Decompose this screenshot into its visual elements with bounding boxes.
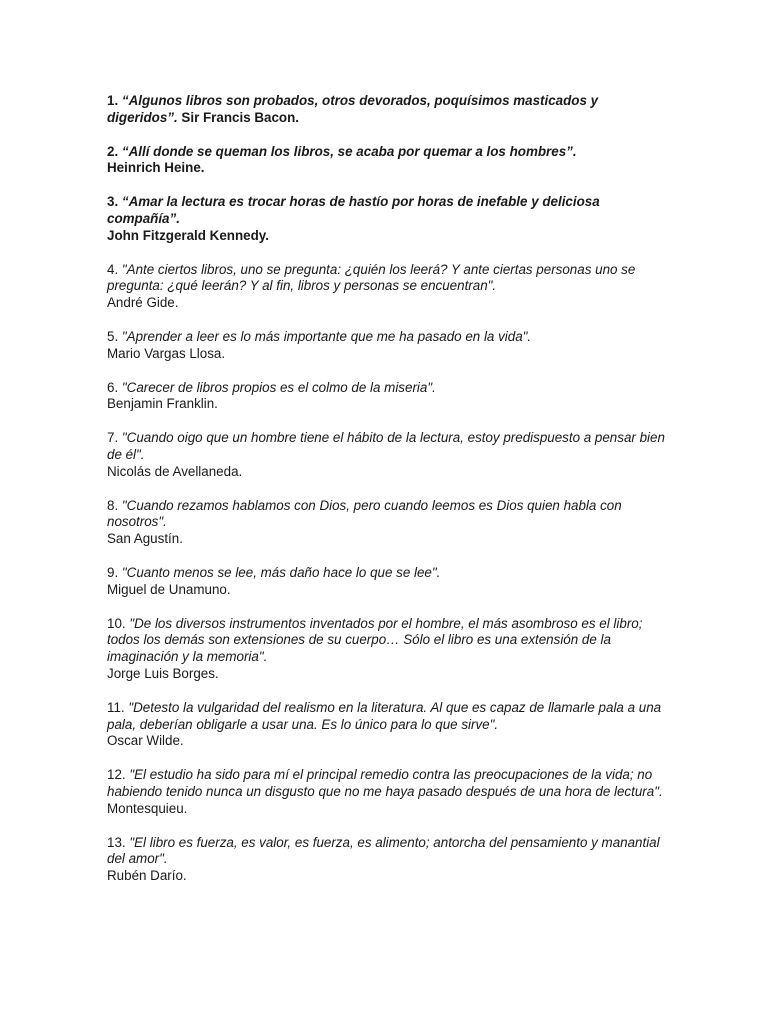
quote-item — [107, 565, 667, 599]
quote-author: Oscar Wilde. — [107, 733, 184, 749]
quote-item — [107, 835, 667, 885]
quote-author: Miguel de Unamuno. — [107, 581, 231, 597]
quote-item — [107, 144, 667, 178]
quote-text: “Algunos libros son probados, otros devorados, poquísimos masticados y digeridos”. — [107, 93, 599, 125]
quote-author: Nicolás de Avellaneda. — [107, 463, 243, 479]
quote-number: 13. — [107, 834, 126, 850]
quote-item — [107, 380, 667, 414]
quote-number: 7. — [107, 430, 119, 446]
quote-number: 10. — [107, 615, 126, 631]
quote-text: "Cuando rezamos hablamos con Dios, pero cuando leemos es Dios quien habla con nosotros". — [107, 497, 622, 530]
quote-text: "De los diversos instrumentos inventados por el hombre, el más asombroso es el libro; todos los demás son extensiones de su cuerpo… Sólo el libro es una extensión de la imaginación y la memoria". — [107, 615, 643, 665]
quote-number: 6. — [107, 379, 119, 395]
quote-author: Montesquieu. — [107, 800, 188, 816]
document-page — [107, 93, 667, 902]
quote-number: 5. — [107, 328, 119, 344]
quote-number: 8. — [107, 497, 119, 513]
quote-item — [107, 262, 667, 312]
quote-item — [107, 616, 667, 683]
quote-author: Heinrich Heine. — [107, 160, 205, 176]
quote-author: Sir Francis Bacon. — [181, 109, 300, 125]
quote-author: John Fitzgerald Kennedy. — [107, 227, 269, 243]
quote-author: San Agustín. — [107, 531, 183, 547]
quote-number: 2. — [107, 143, 119, 159]
quote-number: 4. — [107, 261, 119, 277]
quote-text: "Carecer de libros propios es el colmo de la miseria". — [121, 379, 436, 395]
quote-text: "Cuanto menos se lee, más daño hace lo que se lee". — [121, 564, 441, 580]
quote-author: Rubén Darío. — [107, 868, 187, 884]
quote-text: “Allí donde se queman los libros, se acaba por quemar a los hombres”. — [121, 143, 577, 159]
quote-text: "Detesto la vulgaridad del realismo en la literatura. Al que es capaz de llamarle pala a una pala, deberían obligarle a usar una. Es lo único para lo que sirve". — [107, 699, 662, 732]
quote-author: Mario Vargas Llosa. — [107, 345, 226, 361]
quote-number: 1. — [107, 93, 119, 108]
quote-text: "Ante ciertos libros, uno se pregunta: ¿quién los leerá? Y ante ciertas personas uno se pregunta: ¿qué leerán? Y al fin, libros y personas se encuentran". — [107, 261, 636, 294]
quote-item — [107, 194, 667, 244]
quote-text: "El libro es fuerza, es valor, es fuerza, es alimento; antorcha del pensamiento y manantial del amor". — [107, 834, 660, 867]
quote-item — [107, 329, 667, 363]
quote-text: "El estudio ha sido para mí el principal remedio contra las preocupaciones de la vida; no habiendo tenido nunca un disgusto que no me haya pasado después de una hora de lectura". — [107, 767, 663, 799]
quote-author: André Gide. — [107, 295, 179, 311]
quote-item — [107, 93, 667, 127]
quote-text: "Aprender a leer es lo más importante que me ha pasado en la vida". — [121, 328, 532, 344]
quote-item — [107, 430, 667, 480]
quote-number: 11. — [107, 699, 125, 715]
quote-item — [107, 767, 667, 817]
quote-text: “Amar la lectura es trocar horas de hastío por horas de inefable y deliciosa compañía”. — [107, 194, 600, 226]
quote-number: 9. — [107, 564, 119, 580]
quote-author: Jorge Luis Borges. — [107, 665, 219, 681]
quote-author: Benjamin Franklin. — [107, 396, 218, 412]
quote-number: 12. — [107, 767, 126, 783]
quote-item — [107, 498, 667, 548]
quote-item — [107, 700, 667, 750]
quote-text: "Cuando oigo que un hombre tiene el hábito de la lectura, estoy predispuesto a pensar bien de él". — [107, 430, 665, 462]
quote-number: 3. — [107, 194, 119, 210]
